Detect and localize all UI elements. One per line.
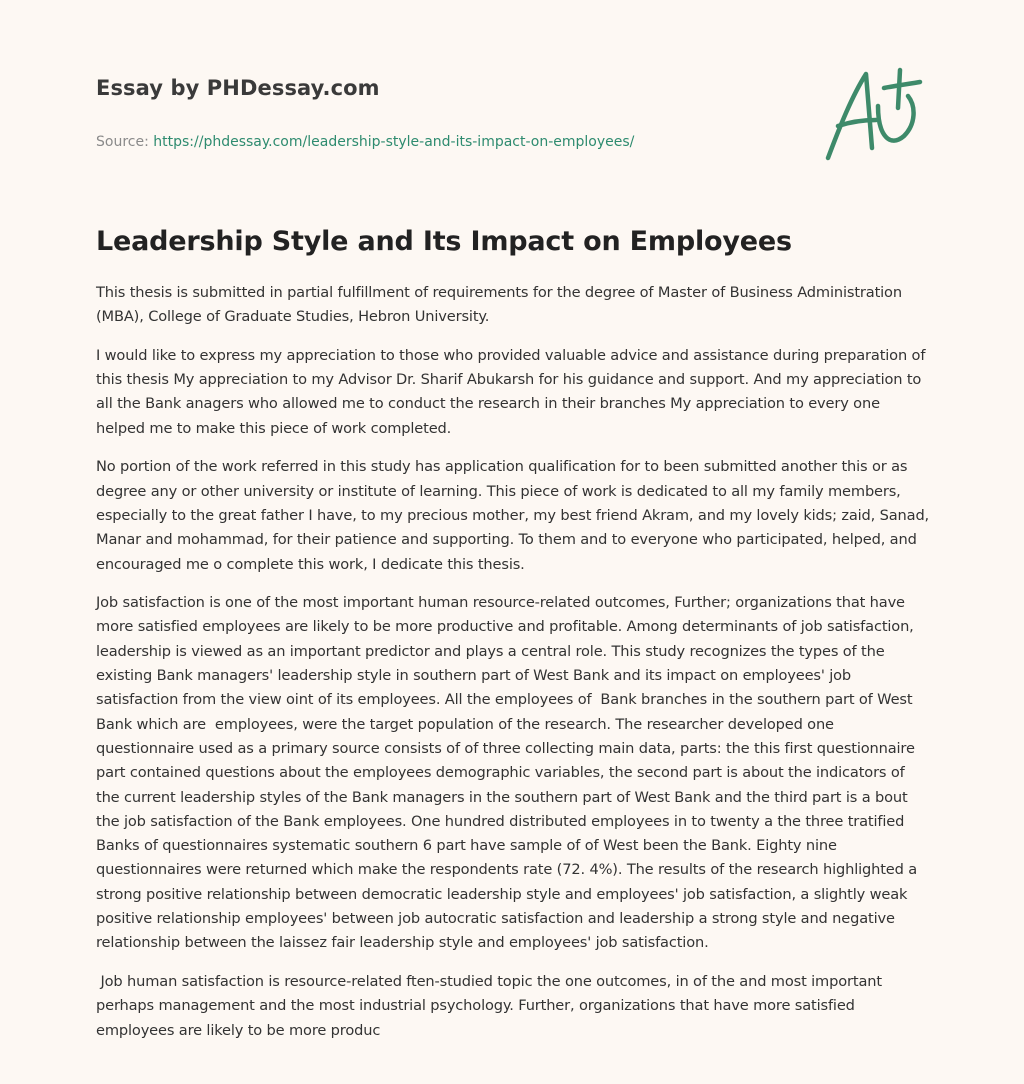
brand-title: Essay by PHDessay.com: [96, 76, 380, 100]
source-link[interactable]: https://phdessay.com/leadership-style-and-its-impact-on-employees/: [153, 134, 635, 150]
essay-paragraph: Job human satisfaction is resource-related ften-studied topic the one outcomes, in of the and most important perhaps management and the most industrial psychology. Further, organizations that have more satisfied employees are likely to be more produc: [96, 972, 887, 1039]
a-plus-grade-icon: [820, 66, 930, 166]
essay-paragraph: Job satisfaction is one of the most important human resource-related outcomes, Further; organizations that have more satisfied employees are likely to be more productive and profitable. Among determinants of job satisfaction, leadership is viewed as an important predictor and plays a central role. This study recognizes the types of the existing Bank managers' leadership style in southern part of West Bank and its impact on employees' job satisfaction from the view oint of its employees. All the employees of Bank branches in the southern part of West Bank which are employees, were the target population of the research. The researcher developed one questionnaire used as a primary source consists of of three collecting main data, parts: the this first questionnaire part contained questions about the employees demographic variables, the second part is about the indicators of the current leadership styles of the Bank managers in the southern part of West Bank and the third part is a bout the job satisfaction of the Bank employees. One hundred distributed employees in to twenty a the three tratified Banks of questionnaires systematic southern 6 part have sample of of West been the Bank. Eighty nine questionnaires were returned which make the respondents rate (72. 4%). The results of the research highlighted a strong positive relationship between democratic leadership style and employees' job satisfaction, a slightly weak positive relationship employees' between job autocratic satisfaction and leadership a strong style and negative relationship between the laissez fair leadership style and employees' job satisfaction.: [96, 594, 922, 952]
essay-header: [96, 76, 796, 150]
source-line: [96, 134, 796, 150]
essay-paragraph: This thesis is submitted in partial fulfillment of requirements for the degree of Master of Business Administration (MBA), College of Graduate Studies, Hebron University.: [96, 284, 907, 326]
source-label: Source:: [96, 134, 154, 150]
essay-title: Leadership Style and Its Impact on Employees: [96, 226, 792, 257]
essay-paragraph: I would like to express my appreciation to those who provided valuable advice and assistance during preparation of this thesis My appreciation to my Advisor Dr. Sharif Abukarsh for his guidance and support. And my appreciation to all the Bank anagers who allowed me to conduct the research in their branches My appreciation to every one helped me to make this piece of work completed.: [96, 346, 930, 437]
essay-body: [96, 226, 934, 1057]
essay-paragraph: No portion of the work referred in this study has application qualification for to been submitted another this or as degree any or other university or institute of learning. This piece of work is dedicated to all my family members, especially to the great father I have, to my precious mother, my best friend Akram, and my lovely kids; zaid, Sanad, Manar and mohammad, for their patience and supporting. To them and to everyone who participated, helped, and encouraged me o complete this work, I dedicate this thesis.: [96, 458, 934, 573]
